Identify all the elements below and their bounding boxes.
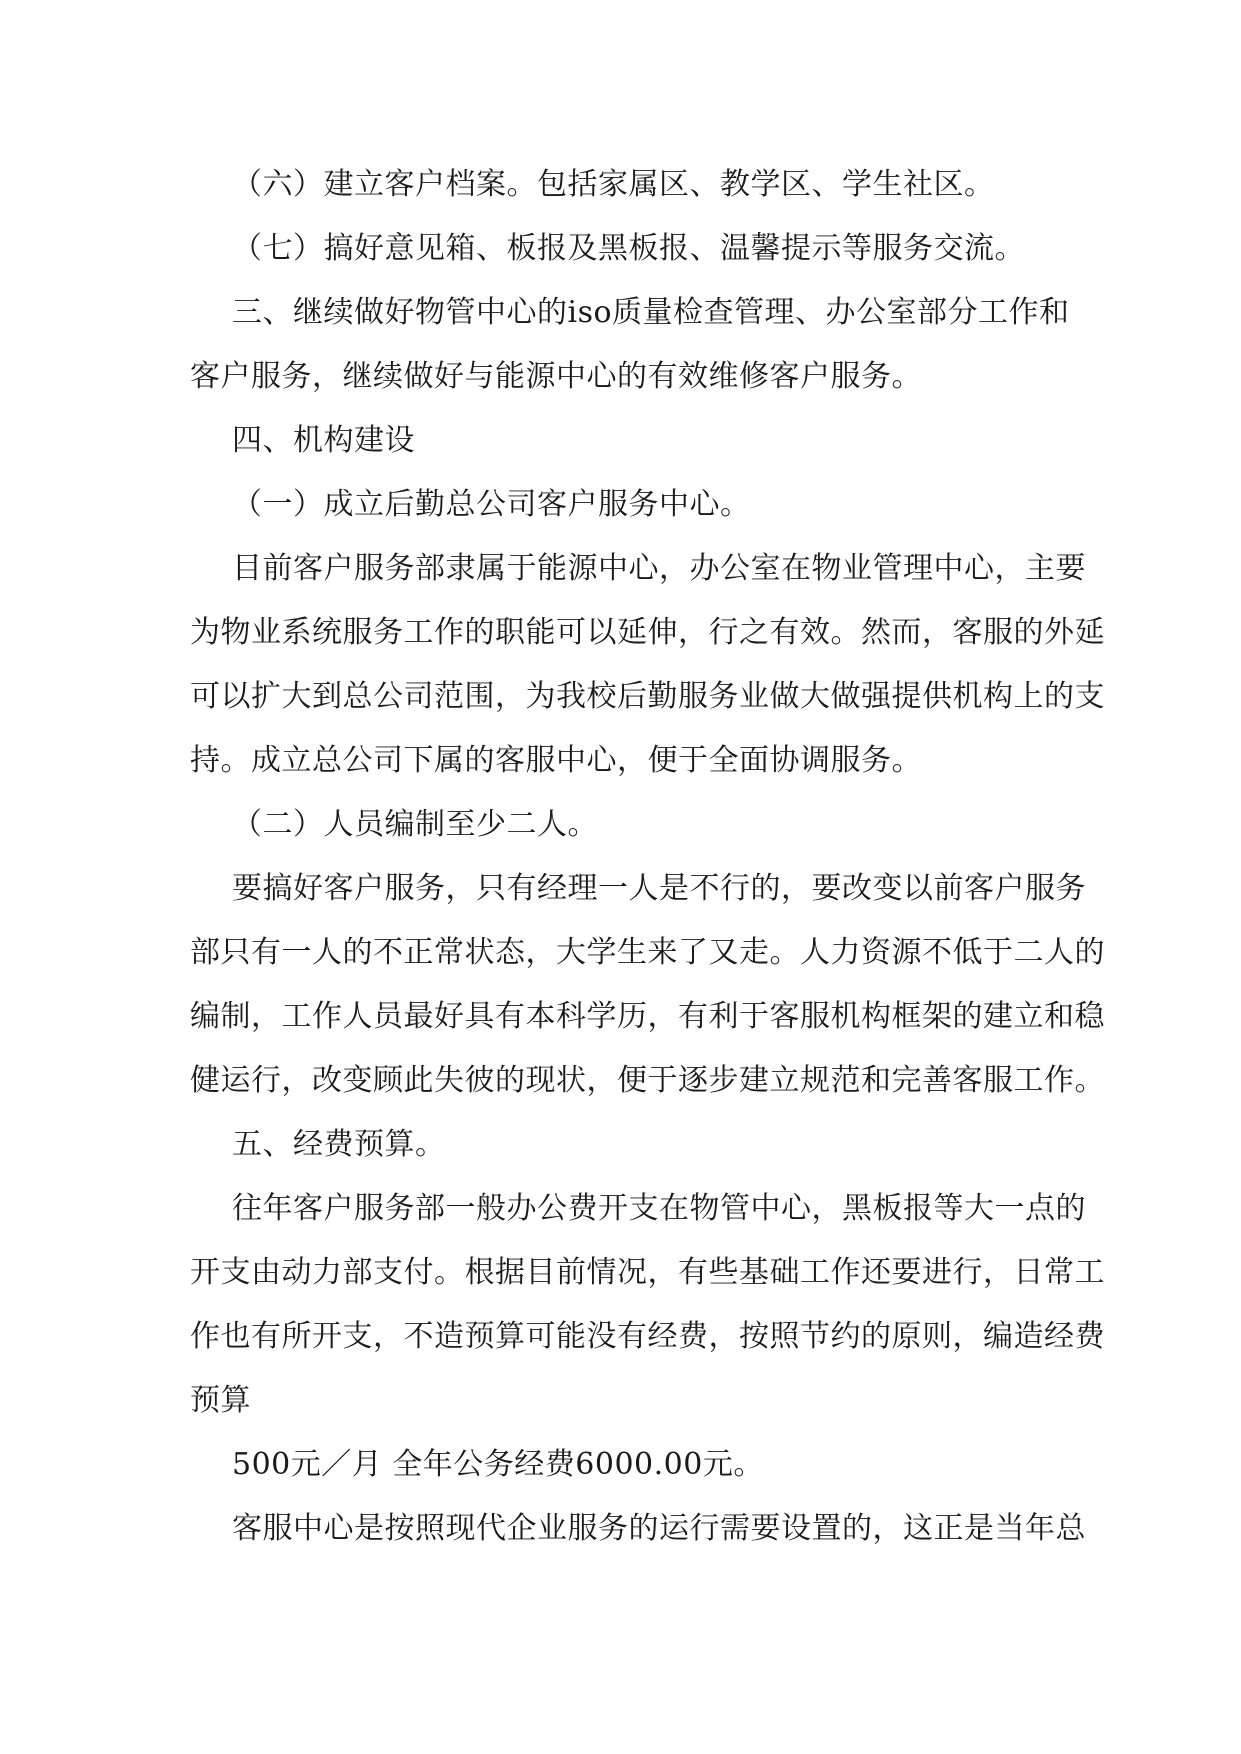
text-line: 往年客户服务部一般办公费开支在物管中心，黑板报等大一点的 (232, 1191, 1086, 1226)
text-line: 持。成立总公司下属的客服中心，便于全面协调服务。 (190, 743, 922, 778)
section-heading: 四、机构建设 (232, 423, 415, 458)
text-line: （七）搞好意见箱、板报及黑板报、温馨提示等服务交流。 (232, 231, 1025, 266)
text-line: 可以扩大到总公司范围，为我校后勤服务业做大做强提供机构上的支 (190, 679, 1105, 714)
text-line: 目前客户服务部隶属于能源中心，办公室在物业管理中心，主要 (232, 551, 1086, 586)
text-line: 部只有一人的不正常状态，大学生来了又走。人力资源不低于二人的 (190, 935, 1105, 970)
text-line: 三、继续做好物管中心的iso质量检查管理、办公室部分工作和 (232, 295, 1070, 330)
text-line: （六）建立客户档案。包括家属区、教学区、学生社区。 (232, 167, 995, 202)
text-line: 客服中心是按照现代企业服务的运行需要设置的，这正是当年总 (232, 1511, 1086, 1546)
text-line: 客户服务，继续做好与能源中心的有效维修客户服务。 (190, 359, 922, 394)
section-heading: 五、经费预算。 (232, 1127, 446, 1162)
text-line: 为物业系统服务工作的职能可以延伸，行之有效。然而，客服的外延 (190, 615, 1105, 650)
text-line: 编制，工作人员最好具有本科学历，有利于客服机构框架的建立和稳 (190, 999, 1105, 1034)
text-line: 预算 (190, 1383, 251, 1418)
text-line: 作也有所开支，不造预算可能没有经费，按照节约的原则，编造经费 (190, 1319, 1105, 1354)
text-line: 要搞好客户服务，只有经理一人是不行的，要改变以前客户服务 (232, 871, 1086, 906)
subsection-heading: （二）人员编制至少二人。 (232, 807, 598, 842)
text-line: 开支由动力部支付。根据目前情况，有些基础工作还要进行，日常工 (190, 1255, 1105, 1290)
budget-line: 500元／月 全年公务经费6000.00元。 (232, 1447, 764, 1482)
subsection-heading: （一）成立后勤总公司客户服务中心。 (232, 487, 751, 522)
text-line: 健运行，改变顾此失彼的现状，便于逐步建立规范和完善客服工作。 (190, 1063, 1105, 1098)
